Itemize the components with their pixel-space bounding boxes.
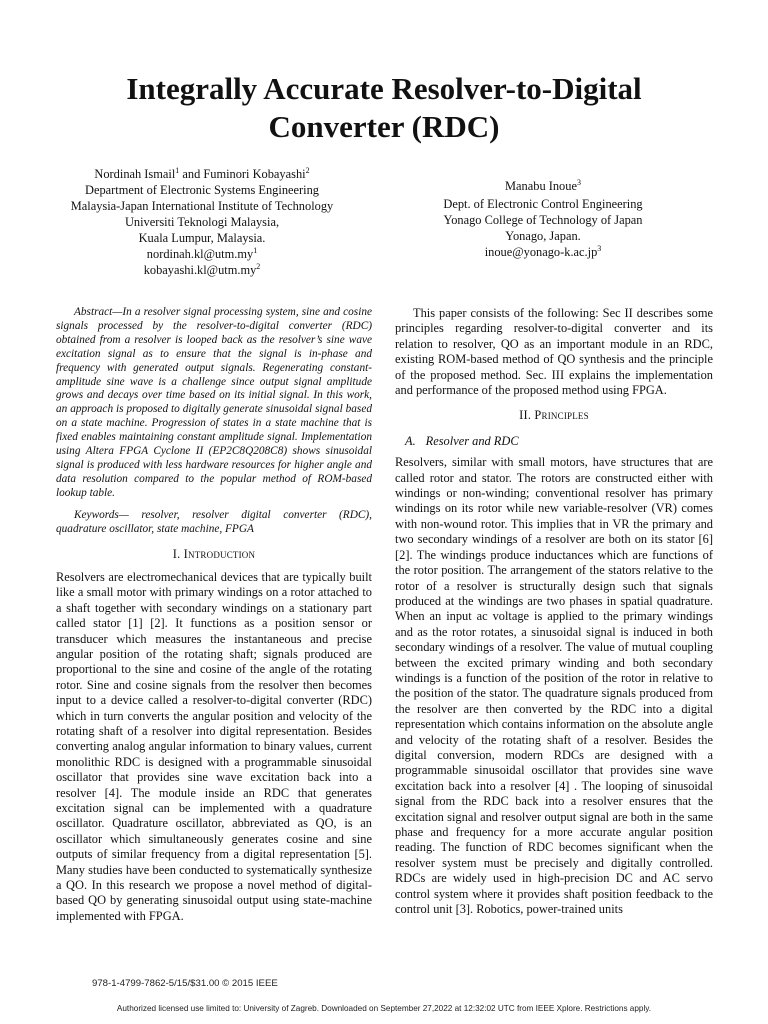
subsection-heading: A. Resolver and RDC	[405, 433, 519, 448]
author-name-right: Manabu Inoue$^3$	[505, 177, 581, 193]
principles-paragraph: Resolvers, similar with small motors, have structures that are called rotor and stator. The rotors are constructed either with windings or non-winding; conventional resolver has primary windings on its rotor while new variable-resolver (VR) comes with non-wound rotor. This implies that in VR the primary and two secondary windings of a resolver are both on its stator [6] [2]. The windings produce inductances which are functions of the rotor position. The arrangement of the stators relative to the rotor of a resolver is structurally design such that signals produced at the windings are two phases in spatial quadrature. When an input ac voltage is applied to the primary windings and as the rotor rotates, a sinusoidal signal is induced in both secondary windings of a resolver. The value of mutual coupling between the excited primary winding and both secondary windings is a function of the position of the rotor in relative to the position of the stator. The quadrature signals produced from the resolver are then converted by the RDC into a digital representation which contains information on the absolute angle and velocity of the rotating shaft of a resolver. Besides the digital conversion, modern RDCs are designed with a programmable sinusoidal oscillator that provides sine wave excitation back into a resolver [4] . The looping of sinusoidal signal from the RDC back into a resolver ensures that the excitation signal and resolver output signal are both in the same phase and frequency for a more accurate angular position reading. The function of RDC becomes significant when the resolver system must be precisely and digitally controlled. RDCs are widely used in high-precision DC and AC servo control system where it provides shaft position feedback to the control unit [3]. Robotics, power-trained units	[395, 455, 713, 917]
copyright-notice: 978-1-4799-7862-5/15/$31.00 © 2015 IEEE	[92, 978, 278, 989]
author-email[interactable]: $inoue@yonago-k.ac.jp^3$	[484, 243, 602, 259]
affiliation-line: Malaysia-Japan International Institute of Technology	[70, 199, 334, 213]
affiliation-line: Universiti Teknologi Malaysia,	[124, 215, 280, 229]
author-email[interactable]: $kobayashi.kl@utm.my^2$	[143, 261, 261, 277]
keywords: Keywords— resolver, resolver digital converter (RDC), quadrature oscillator, state machine, FPGA	[56, 508, 372, 535]
paper-outline-paragraph: This paper consists of the following: Sec II describes some principles regarding resolver-to-digital converter and its relation to resolver, QO as an important module in an RDC, existing ROM-based method of QO synthesis and the principle of the proposed method. Sec. III explains the implementation and performance of the proposed method using FPGA.	[395, 306, 713, 398]
title-line-2: Converter (RDC)	[268, 109, 500, 144]
affiliation-line: Yonago College of Technology of Japan	[443, 213, 643, 227]
title-line-1: Integrally Accurate Resolver-to-Digital	[126, 71, 642, 106]
section-heading-principles: II. Principles	[519, 408, 589, 423]
license-footer: Authorized licensed use limited to: University of Zagreb. Downloaded on September 27,2022 at 12:32:02 UTC from IEEE Xplore. Restrictions apply.	[116, 1004, 652, 1013]
affiliation-line: Dept. of Electronic Control Engineering	[443, 197, 643, 211]
section-heading-introduction: I. Introduction	[172, 546, 256, 561]
author-names-left: Nordinah Ismail$^1$ and Fuminori Kobayashi$^2$	[94, 165, 310, 181]
right-column	[395, 306, 713, 917]
left-column	[56, 306, 372, 924]
abstract: Abstract—In a resolver signal processing system, sine and cosine signals processed by the resolver-to-digital converter (RDC) obtained from a resolver is looped back as the resolver’s sine wave excitation signal as to ensure that the signal is in-phase and frequency with generated output signals. Regenerating constant-amplitude sine wave is a challenge since output signal amplitude grows and decays over time based on its initial signal. In this work, an approach is proposed to digitally generate sinusoidal signal based on a state machine. Progression of states in a state machine that is fixed enables maintaining constant amplitude signal. Implementation using Altera FPGA Cyclone II (EP2C8Q208C8) shows sinusoidal signal is produced with less hardware resources for higher angle and data resolution compared to the popular method of ROM-based lookup table.	[56, 306, 372, 499]
affiliation-line: Department of Electronic Systems Engineering	[85, 183, 319, 197]
author-block-left	[52, 166, 352, 278]
author-email[interactable]: $nordinah.kl@utm.my^1$	[146, 245, 258, 261]
author-block-right	[393, 178, 693, 260]
affiliation-line: Kuala Lumpur, Malaysia.	[138, 231, 266, 245]
affiliation-line: Yonago, Japan.	[505, 229, 581, 243]
introduction-paragraph: Resolvers are electromechanical devices that are typically built like a small motor with primary windings on a rotor attached to a shaft together with secondary windings on a stationary part called stator [1] [2]. It functions as a position sensor or transducer which measures the instantaneous and precise angular position of the rotating shaft; signals produced are proportional to the sine and cosine of the angle of the rotating rotor. Sine and cosine signals from the resolver then becomes input to a device called a resolver-to-digital converter (RDC) which in turn converts the angular position and velocity of the rotating shaft of a resolver into digital representation. Besides converting analog angular information to binary values, current monolithic RDC is designed with a programmable sinusoidal oscillator that provides sine wave excitation back into a resolver [4]. The module inside an RDC that generates excitation signal can be implemented with a quadrature oscillator. Quadrature oscillator, abbreviated as QO, is an oscillator which simultaneously generates cosine and sine outputs of similar frequency from a digital representation [5]. Many studies have been conducted to systematically synthesize a QO. In this research we propose a novel method of digital-based QO by generating sinusoidal output using state-machine implemented with FPGA.	[56, 569, 372, 923]
paper-title	[64, 70, 704, 146]
